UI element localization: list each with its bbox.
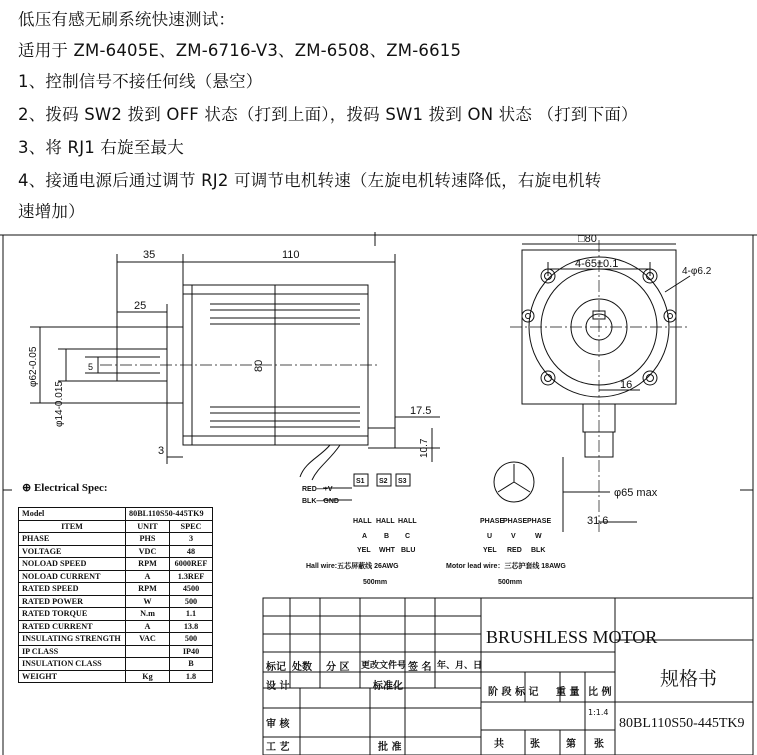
row-item: PHASE [19, 533, 126, 546]
table-row [19, 608, 213, 621]
row-spec: 4500 [170, 583, 213, 596]
hall-a-color: YEL [357, 547, 371, 554]
dim-31-6: 31.6 [587, 515, 609, 527]
standard-label: 标准化 [373, 681, 403, 692]
header-spec: SPEC [170, 520, 213, 533]
hall-b-color: WHT [379, 547, 395, 554]
table-row [19, 633, 213, 646]
model-label: Model [19, 508, 126, 521]
weight-label: 重 量 [556, 687, 580, 698]
approve-label: 批 准 [378, 742, 402, 753]
change-doc-col: 更改文件号 [361, 661, 407, 671]
row-unit: VAC [126, 633, 170, 646]
product-name: BRUSHLESS MOTOR [486, 627, 658, 647]
dim-16: 16 [620, 379, 633, 391]
row-unit: Kg [126, 670, 170, 683]
hall-c-letter: C [405, 533, 411, 540]
connector-s2: S2 [379, 478, 388, 485]
table-row [19, 670, 213, 683]
hall-c-label: HALL [398, 518, 417, 525]
row-unit [126, 645, 170, 658]
doc-type: 规格书 [660, 668, 718, 690]
step-4-line-2: 速增加） [18, 202, 85, 221]
phase-u-color: YEL [483, 547, 497, 554]
phase-w-label: PHASE [527, 518, 552, 525]
dim-35: 35 [143, 249, 156, 261]
row-spec: 1.3REF [170, 570, 213, 583]
sign-col: 签 名 [408, 662, 432, 673]
dim-hole-spacing: 4-65±0.1 [575, 258, 619, 270]
instructions-title: 低压有感无刷系统快速测试： [18, 10, 236, 29]
row-unit: N.m [126, 608, 170, 621]
design-label: 设 计 [266, 681, 290, 692]
hall-a-label: HALL [353, 518, 372, 525]
row-item: INSULATION CLASS [19, 658, 126, 671]
motor-wire-length: 500mm [498, 579, 523, 586]
dim-80-side: 80 [253, 359, 265, 372]
phase-v-label: PHASE [503, 518, 528, 525]
row-unit: RPM [126, 558, 170, 571]
date-col: 年、月、日 [437, 661, 483, 671]
table-row [19, 658, 213, 671]
dim-10-7: 10.7 [419, 438, 430, 458]
row-item: RATED TORQUE [19, 608, 126, 621]
dim-square-80: □80 [578, 233, 597, 245]
zone-col: 分 区 [326, 662, 350, 673]
row-unit: W [126, 595, 170, 608]
row-item: NOLOAD CURRENT [19, 570, 126, 583]
hall-b-label: HALL [376, 518, 395, 525]
row-item: RATED CURRENT [19, 620, 126, 633]
phase-u-label: PHASE [480, 518, 505, 525]
row-item: RATED POWER [19, 595, 126, 608]
connector-s3: S3 [398, 478, 407, 485]
table-row [19, 508, 213, 521]
row-spec: 500 [170, 633, 213, 646]
sheet-label-2: 张 [594, 739, 604, 750]
row-unit: A [126, 570, 170, 583]
ratio-label: 比 例 [588, 687, 612, 698]
dim-phi65: φ65 max [614, 487, 658, 499]
dim-holes: 4-φ6.2 [682, 266, 712, 277]
mark-col: 标记 [266, 662, 286, 673]
table-row [19, 583, 213, 596]
stage-label: 阶 段 标 记 [488, 687, 539, 698]
hall-b-letter: B [384, 533, 390, 540]
row-spec: B [170, 658, 213, 671]
row-unit: VDC [126, 545, 170, 558]
wire-red: RED—+V [302, 486, 333, 493]
header-unit: UNIT [126, 520, 170, 533]
part-number: 80BL110S50-445TK9 [619, 716, 745, 731]
wire-blk: BLK—GND [302, 498, 339, 505]
row-spec: 500 [170, 595, 213, 608]
hall-a-letter: A [362, 533, 368, 540]
row-spec: 13.8 [170, 620, 213, 633]
phase-w-letter: W [535, 533, 542, 540]
process-label: 工 艺 [266, 742, 290, 753]
row-item: IP CLASS [19, 645, 126, 658]
row-item: RATED SPEED [19, 583, 126, 596]
phase-v-letter: V [511, 533, 516, 540]
count-col: 处数 [292, 662, 312, 673]
header-item: ITEM [19, 520, 126, 533]
hall-c-color: BLU [401, 547, 416, 554]
table-header-row [19, 520, 213, 533]
step-3: 3、将 RJ1 右旋至最大 [18, 138, 184, 157]
row-spec: 3 [170, 533, 213, 546]
row-item: INSULATING STRENGTH [19, 633, 126, 646]
review-label: 审 核 [266, 719, 290, 730]
row-unit: A [126, 620, 170, 633]
electrical-spec-table [18, 507, 213, 683]
table-row [19, 645, 213, 658]
hall-wire-spec: Hall wire:五芯屏蔽线 26AWG [306, 563, 399, 570]
scale-value: 1:1.4 [588, 708, 609, 717]
phase-u-letter: U [487, 533, 493, 540]
step-2: 2、拨码 SW2 拨到 OFF 状态（打到上面），拨码 SW1 拨到 ON 状态 （打到下面） [18, 105, 638, 124]
row-spec: 1.8 [170, 670, 213, 683]
motor-wire-spec: Motor lead wire：三芯护套线 18AWG [446, 563, 566, 570]
dim-110: 110 [282, 249, 300, 261]
dim-phi14: φ14-0.015 [54, 381, 65, 427]
dim-phi62: φ62-0.05 [28, 346, 39, 387]
row-spec: 48 [170, 545, 213, 558]
connector-s1: S1 [356, 478, 365, 485]
applicable-models: 适用于 ZM-6405E、ZM-6716-V3、ZM-6508、ZM-6615 [18, 41, 462, 60]
model-value: 80BL110S50-445TK9 [126, 508, 213, 521]
table-row [19, 570, 213, 583]
row-unit [126, 658, 170, 671]
hall-wire-length: 500mm [363, 579, 388, 586]
dim-25: 25 [134, 300, 147, 312]
sheet-label: 张 [530, 739, 540, 750]
row-item: NOLOAD SPEED [19, 558, 126, 571]
step-1: 1、控制信号不接任何线（悬空） [18, 72, 263, 91]
table-row [19, 545, 213, 558]
spec-title: ⊕ Electrical Spec: [22, 482, 108, 494]
dim-3: 3 [158, 445, 165, 457]
total-label: 共 [494, 739, 504, 750]
dim-5: 5 [88, 362, 94, 372]
bullet-icon: ⊕ [22, 482, 34, 494]
row-item: VOLTAGE [19, 545, 126, 558]
step-4-line-1: 4、接通电源后通过调节 RJ2 可调节电机转速（左旋电机转速降低，右旋电机转 [18, 171, 602, 190]
table-row [19, 558, 213, 571]
table-row [19, 533, 213, 546]
row-unit: RPM [126, 583, 170, 596]
phase-w-color: BLK [531, 547, 546, 554]
dim-17-5: 17.5 [410, 405, 432, 417]
row-unit: PHS [126, 533, 170, 546]
phase-v-color: RED [507, 547, 522, 554]
row-spec: 1.1 [170, 608, 213, 621]
row-spec: IP40 [170, 645, 213, 658]
row-item: WEIGHT [19, 670, 126, 683]
row-spec: 6000REF [170, 558, 213, 571]
table-row [19, 595, 213, 608]
table-row [19, 620, 213, 633]
no-label: 第 [566, 739, 576, 750]
